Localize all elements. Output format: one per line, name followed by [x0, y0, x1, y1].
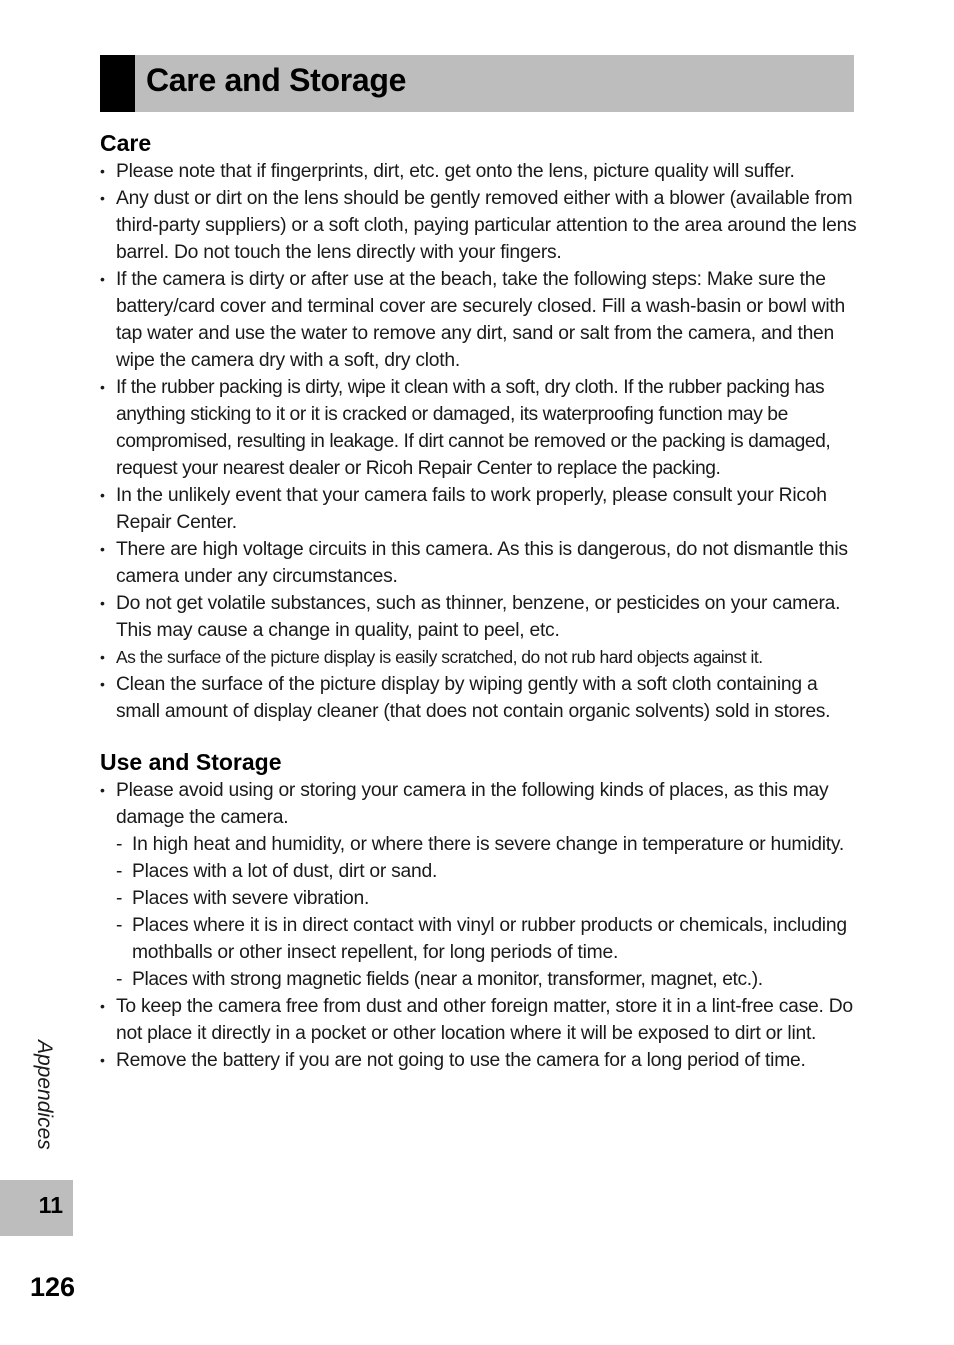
- bullet-icon: •: [100, 1052, 105, 1068]
- bullet-icon: •: [100, 998, 105, 1014]
- storage-item: • Please avoid using or storing your camera in the following kinds of places, as this may damage the camera. - In high heat and humidity, or where there is severe change in temperature or humidity. - Places with a lot of dust, dirt or sand. - Places with severe vibration. - Places where it is in direct contact with vinyl or rubber products or chemicals, including mothballs or other insect repellent, for long periods of time. - Places with strong magnetic fields (near a monitor, transformer, magnet, etc.).: [100, 777, 860, 993]
- storage-heading: Use and Storage: [100, 749, 282, 775]
- section-label-text: Appendices: [33, 1040, 56, 1150]
- place-item: - Places where it is in direct contact with vinyl or rubber products or chemicals, including mothballs or other insect repellent, for long periods of time.: [116, 912, 860, 966]
- title-marker: [100, 55, 135, 112]
- care-item: • If the camera is dirty or after use at the beach, take the following steps: Make sure the battery/card cover and terminal cover are securely closed. Fill a wash-basin or bowl with tap water and use the water to remove any dirt, sand or salt from the camera, and then wipe the camera dry with a soft, dry cloth.: [100, 266, 860, 374]
- care-item: • Do not get volatile substances, such as thinner, benzene, or pesticides on your camera. This may cause a change in quality, paint to peel, etc.: [100, 590, 860, 644]
- page-number: 126: [30, 1272, 76, 1302]
- care-item: • If the rubber packing is dirty, wipe it clean with a soft, dry cloth. If the rubber packing has anything sticking to it or it is cracked or damaged, its waterproofing function may be compromised, resulting in leakage. If dirt cannot be removed or the packing is damaged, request your nearest dealer or Ricoh Repair Center to replace the packing.: [100, 374, 860, 482]
- care-heading: Care: [100, 130, 152, 156]
- care-item: • There are high voltage circuits in this camera. As this is dangerous, do not dismantle this camera under any circumstances.: [100, 536, 860, 590]
- main-content: [100, 128, 860, 1074]
- place-item: - Places with a lot of dust, dirt or sand.: [116, 858, 860, 885]
- bullet-icon: •: [100, 782, 105, 798]
- care-list: [100, 158, 860, 725]
- place-item: - Places with severe vibration.: [116, 885, 860, 912]
- bullet-icon: •: [100, 271, 105, 287]
- dash-icon: -: [116, 888, 123, 909]
- chapter-tab: [0, 1180, 73, 1236]
- care-item: • Please note that if fingerprints, dirt, etc. get onto the lens, picture quality will suffer.: [100, 158, 860, 185]
- care-item: • As the surface of the picture display is easily scratched, do not rub hard objects against it.: [100, 644, 860, 671]
- bullet-icon: •: [100, 676, 105, 692]
- care-item: • In the unlikely event that your camera fails to work properly, please consult your Ricoh Repair Center.: [100, 482, 860, 536]
- places-list: [116, 831, 860, 993]
- storage-item: • To keep the camera free from dust and other foreign matter, store it in a lint-free case. Do not place it directly in a pocket or other location where it will be exposed to dirt or lint.: [100, 993, 860, 1047]
- title-bar: [100, 55, 854, 112]
- dash-icon: -: [116, 969, 123, 990]
- care-item: • Clean the surface of the picture display by wiping gently with a soft cloth containing a small amount of display cleaner (that does not contain organic solvents) sold in stores.: [100, 671, 860, 725]
- storage-item: • Remove the battery if you are not going to use the camera for a long period of time.: [100, 1047, 860, 1074]
- bullet-icon: •: [100, 163, 105, 179]
- bullet-icon: •: [100, 487, 105, 503]
- chapter-number: 11: [38, 1192, 63, 1218]
- place-item: - In high heat and humidity, or where there is severe change in temperature or humidity.: [116, 831, 860, 858]
- place-item: - Places with strong magnetic fields (near a monitor, transformer, magnet, etc.).: [116, 966, 860, 993]
- bullet-icon: •: [100, 541, 105, 557]
- bullet-icon: •: [100, 595, 105, 611]
- storage-list: [100, 777, 860, 1074]
- care-item: • Any dust or dirt on the lens should be gently removed either with a blower (available from third-party suppliers) or a soft cloth, paying particular attention to the area around the lens barrel. Do not touch the lens directly with your fingers.: [100, 185, 860, 266]
- page-title: Care and Storage: [146, 62, 407, 98]
- section-side-label: [33, 1040, 76, 1165]
- bullet-icon: •: [100, 379, 105, 395]
- bullet-icon: •: [100, 649, 105, 665]
- bullet-icon: •: [100, 190, 105, 206]
- dash-icon: -: [116, 915, 123, 936]
- dash-icon: -: [116, 834, 123, 855]
- dash-icon: -: [116, 861, 123, 882]
